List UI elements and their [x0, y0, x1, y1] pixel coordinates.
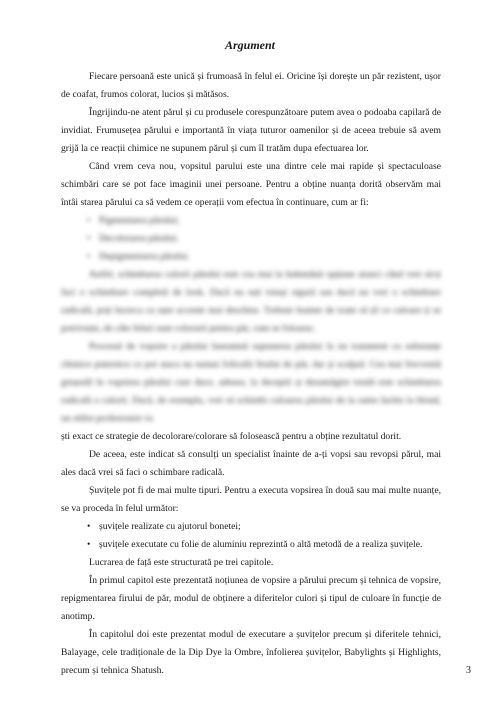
- paragraph: De aceea, este indicat să consulți un specialist înainte de a-ți vopsi sau revopsi părul, mai ales dacă vrei să faci o schimbare radicală.: [61, 449, 441, 478]
- paragraph: Astfel, schimbarea culorii părului este cea mai la îndemână opțiune atunci când vrei să-ți faci o schimbare completă de look. Dacă nu ești totuși sigură sau dacă nu vrei o schimbare radicală, poți încerca cu nște accente mai deschise. Trebuie înainte de toate să țil ce culoare ți se potrivește, de câte feluri sunt colorarii pentru păr, cum se folosesc.: [61, 269, 441, 334]
- list-item: • Depigmentarea părului.: [87, 248, 441, 266]
- paragraph: În capitolul doi este prezentat modul de executare a șuvițelor precum și diferitele tehnici, Balayage, cele tradiționale de la Dip Dye la Ombre, înfolierea șuvițelor, Babylights și Highlights, precum și tehnica Shatush.: [61, 629, 441, 676]
- list-item: • șuvițele realizate cu ajutorul bonetei;: [87, 518, 441, 536]
- blurred-section: [61, 212, 441, 428]
- page-number: 3: [466, 665, 471, 676]
- bullet-list: [61, 518, 441, 554]
- paragraph: Lucrarea de față este structurată pe trei capitole.: [89, 557, 274, 568]
- blurred-list: [61, 212, 441, 266]
- page-title: Argument: [224, 38, 275, 52]
- list-item: • șuvițele executate cu folie de aluminiu reprezintă o altă metodă de a realiza șuvițele.: [87, 536, 441, 554]
- paragraph: Fiecare persoană este unică și frumoasă în felul ei. Oricine își dorește un păr rezistent, ușor de coafat, frumos colorat, lucios și mătăsos.: [61, 71, 441, 100]
- paragraph: Îngrijindu-ne atent părul și cu produsele corespunzătoare putem avea o podoaba capilară de invidiat. Frumusețea părului e importantă în viața tuturor oamenilor și de aceea trebuie să avem grijă la ce reacții chimice ne supunem părul și cum îl tratăm dupa efectuarea lor.: [61, 107, 441, 154]
- list-item: • Decolorarea părului;: [87, 230, 441, 248]
- paragraph: Procesul de vopsire a părului înseamnă supunerea părului la un tratament cu substanțe chimice puternice ce pot ataca nu numai foliculii firului de păr, dar și scalpul. Cea mai frecventă greșeală în vopsirea părului care duce, adesea, la deceptii și dezamăgire totală este schimbarea radicală a culorii. Dacă, de exemplu, vrei să schimbi culoarea părului de la saten închis la blond, un stilist profesionist va: [61, 341, 441, 424]
- paragraph: În primul capitol este prezentată noțiunea de vopsire a părului precum și tehnica de vopsire, repigmentarea firului de păr, modul de obținere a diferitelor culori și tipul de culoare în funcție de anotimp.: [61, 575, 441, 622]
- paragraph: Șuvițele pot fi de mai multe tipuri. Pentru a executa vopsirea în două sau mai multe nuanțe, se va proceda în felul următor:: [61, 485, 441, 514]
- list-item: • Pigmentarea părului;: [87, 212, 441, 230]
- document-body: [61, 68, 441, 680]
- paragraph: Când vrem ceva nou, vopsitul parului este una dintre cele mai rapide și spectaculoase schimbări care se pot face imaginii unei persoane. Pentru a obține nuanța dorită observăm mai întâi starea părului ca să vedem ce operații vom efectua în continuare, cum ar fi:: [61, 161, 441, 208]
- paragraph: ști exact ce strategie de decolorare/colorare să folosească pentru a obține rezultatul dorit.: [61, 431, 402, 442]
